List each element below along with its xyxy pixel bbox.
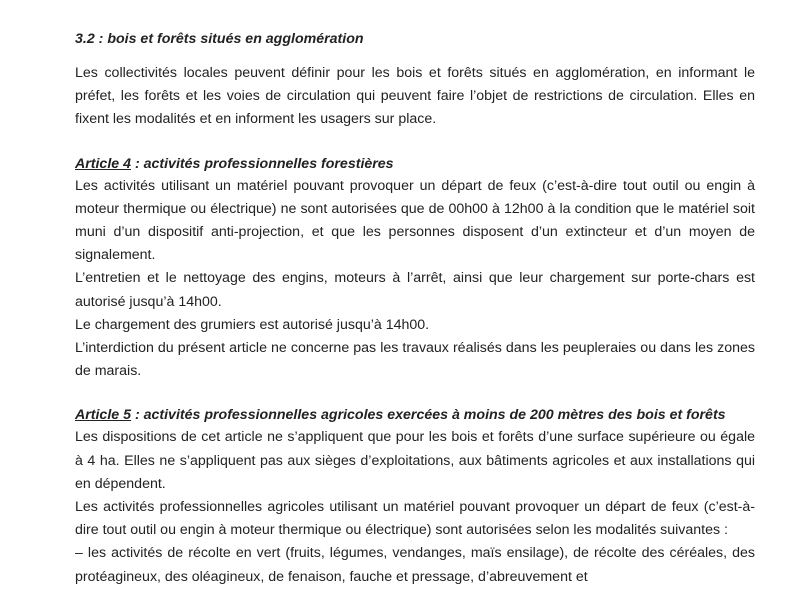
article-5-paragraph-3: – les activités de récolte en vert (fruits, légumes, vendanges, maïs ensilage), de récolte des céréales, des protéagineux, des oléagineux, de fenaison, fauche et pressage, d’abreuvement et xyxy=(75,545,755,585)
article-4-paragraph-3: Le chargement des grumiers est autorisé jusqu’à 14h00. xyxy=(75,316,430,333)
section-3-2-heading: 3.2 : bois et forêts situés en agglomération xyxy=(75,31,364,47)
article-5-heading xyxy=(75,404,755,426)
document-body xyxy=(75,28,755,589)
article-5-number: Article 5 xyxy=(75,407,131,424)
article-4-number: Article 4 xyxy=(75,155,131,172)
article-4-paragraph-2: L’entretien et le nettoyage des engins, moteurs à l’arrêt, ainsi que leur chargement sur porte-chars est autorisé jusqu’à 14h00. xyxy=(75,270,755,310)
article-4-paragraph-4: L’interdiction du présent article ne concerne pas les travaux réalisés dans les peupleraies ou dans les zones de marais. xyxy=(75,340,755,380)
article-5-paragraph-2: Les activités professionnelles agricoles utilisant un matériel pouvant provoquer un départ de feux (c’est-à-dire tout outil ou engin à moteur thermique ou électrique) sont autorisées selon les modalités suivantes : xyxy=(75,499,755,539)
article-4-paragraph-1: Les activités utilisant un matériel pouvant provoquer un départ de feux (c’est-à-dire tout outil ou engin à moteur thermique ou électrique) ne sont autorisées que de 00h00 à 12h00 à la condition que le matériel soit muni d’un dispositif anti-projection, et que les personnes disposent d’un extincteur et d’un moyen de signalement. xyxy=(75,177,755,264)
article-4-title: : activités professionnelles forestières xyxy=(131,155,394,172)
article-4-heading xyxy=(75,153,755,175)
section-3-2-paragraph: Les collectivités locales peuvent définir pour les bois et forêts situés en agglomération, en informant le préfet, les forêts et les voies de circulation qui peuvent faire l’objet de restrictions de circulation. Elles en fixent les modalités et en informent les usagers sur place. xyxy=(75,65,755,128)
article-5-title: : activités professionnelles agricoles exercées à moins de 200 mètres des bois et forêts xyxy=(131,407,726,424)
article-5-paragraph-1: Les dispositions de cet article ne s’appliquent que pour les bois et forêts d’une surface supérieure ou égale à 4 ha. Elles ne s’appliquent pas aux sièges d’exploitations, aux bâtiments agricoles et aux installations qui en dépendent. xyxy=(75,429,755,492)
